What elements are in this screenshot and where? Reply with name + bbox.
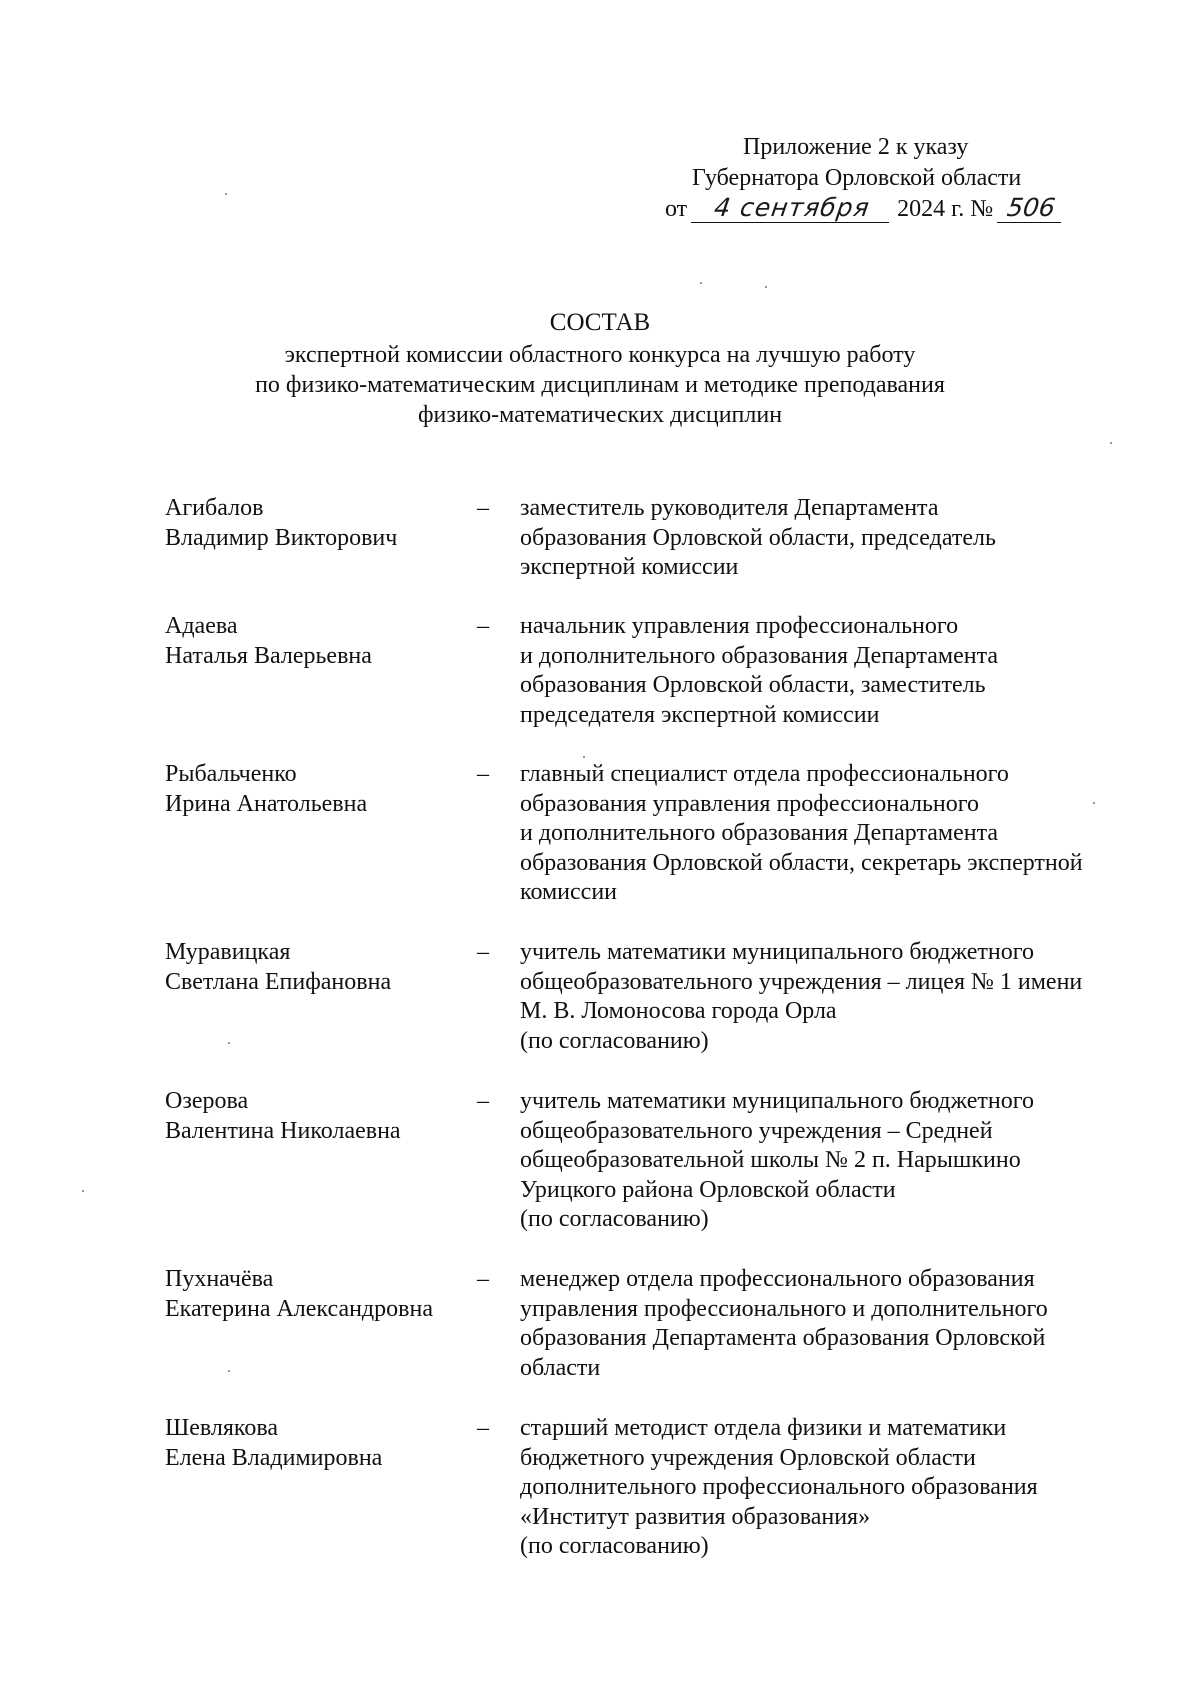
role-line: и дополнительного образования Департамента bbox=[520, 820, 999, 846]
scan-speck bbox=[228, 1370, 230, 1372]
appendix-line-2: Губернатора Орловской области bbox=[692, 165, 1022, 191]
appendix-block bbox=[640, 132, 1080, 225]
role-line: образования Орловской области, секретарь экспертной bbox=[520, 849, 1083, 876]
date-prefix: от bbox=[665, 196, 688, 222]
scan-speck bbox=[82, 1190, 84, 1192]
member-name bbox=[165, 1414, 465, 1473]
role-line: менеджер отдела профессионального образования bbox=[520, 1266, 1035, 1292]
member-given-names: Елена Владимировна bbox=[165, 1444, 383, 1471]
heading-line-2: по физико-математическим дисциплинам и методике преподавания bbox=[255, 372, 945, 398]
member-dash: – bbox=[477, 1088, 489, 1114]
member-role bbox=[520, 612, 1120, 730]
role-line: и дополнительного образования Департамента bbox=[520, 642, 999, 669]
role-line: заместитель руководителя Департамента bbox=[520, 495, 939, 521]
member-name bbox=[165, 938, 465, 997]
role-line: общеобразовательного учреждения – Средней bbox=[520, 1117, 993, 1144]
member-given-names: Наталья Валерьевна bbox=[165, 642, 372, 669]
role-line: управления профессионального и дополнительного bbox=[520, 1295, 1048, 1322]
scan-speck bbox=[765, 286, 767, 288]
role-line: Урицкого района Орловской области bbox=[520, 1176, 896, 1203]
role-line: М. В. Ломоносова города Орла bbox=[520, 998, 837, 1024]
member-role bbox=[520, 1265, 1120, 1383]
member-name bbox=[165, 1265, 465, 1324]
scan-speck bbox=[1093, 802, 1095, 804]
member-role bbox=[520, 1414, 1120, 1562]
role-line: начальник управления профессионального bbox=[520, 613, 959, 639]
role-line: дополнительного профессионального образования bbox=[520, 1474, 1038, 1500]
member-dash: – bbox=[477, 939, 489, 965]
role-line: учитель математики муниципального бюджетного bbox=[520, 939, 1034, 965]
role-line: общеобразовательной школы № 2 п. Нарышкино bbox=[520, 1147, 1021, 1173]
role-line: (по согласованию) bbox=[520, 1027, 709, 1054]
scan-speck bbox=[1110, 442, 1112, 444]
member-surname: Озерова bbox=[165, 1088, 249, 1114]
member-dash: – bbox=[477, 613, 489, 639]
member-name bbox=[165, 760, 465, 819]
role-line: образования Орловской области, заместитель bbox=[520, 672, 986, 698]
scan-speck bbox=[228, 1042, 230, 1044]
member-surname: Агибалов bbox=[165, 495, 264, 521]
member-role bbox=[520, 938, 1120, 1056]
handwritten-number: 506 bbox=[997, 194, 1065, 223]
member-role bbox=[520, 760, 1120, 908]
member-given-names: Светлана Епифановна bbox=[165, 968, 392, 995]
member-surname: Шевлякова bbox=[165, 1415, 279, 1441]
year-label: 2024 г. № bbox=[897, 196, 994, 222]
member-surname: Пухначёва bbox=[165, 1266, 274, 1292]
member-name bbox=[165, 1087, 465, 1146]
role-line: общеобразовательного учреждения – лицея № 1 имени bbox=[520, 968, 1083, 995]
member-dash: – bbox=[477, 495, 489, 521]
member-given-names: Ирина Анатольевна bbox=[165, 790, 368, 817]
member-dash: – bbox=[477, 761, 489, 787]
scan-speck bbox=[583, 756, 585, 758]
role-line: учитель математики муниципального бюджетного bbox=[520, 1088, 1034, 1114]
role-line: комиссии bbox=[520, 879, 618, 905]
member-name bbox=[165, 494, 465, 553]
handwritten-date: 4 сентября bbox=[691, 194, 893, 223]
member-dash: – bbox=[477, 1415, 489, 1441]
member-given-names: Екатерина Александровна bbox=[165, 1295, 433, 1322]
role-line: «Институт развития образования» bbox=[520, 1503, 871, 1530]
heading-line-1: экспертной комиссии областного конкурса на лучшую работу bbox=[284, 342, 916, 368]
role-line: (по согласованию) bbox=[520, 1206, 709, 1232]
member-given-names: Валентина Николаевна bbox=[165, 1117, 401, 1144]
member-surname: Муравицкая bbox=[165, 939, 291, 965]
member-role bbox=[520, 1087, 1120, 1235]
role-line: образования Орловской области, председатель bbox=[520, 524, 996, 551]
role-line: образования Департамента образования Орловской bbox=[520, 1325, 1046, 1351]
heading-title: СОСТАВ bbox=[549, 309, 651, 336]
member-given-names: Владимир Викторович bbox=[165, 524, 398, 551]
role-line: области bbox=[520, 1354, 601, 1381]
heading-line-3: физико-математических дисциплин bbox=[417, 402, 783, 428]
member-name bbox=[165, 612, 465, 671]
member-role bbox=[520, 494, 1120, 583]
member-surname: Адаева bbox=[165, 613, 238, 639]
role-line: (по согласованию) bbox=[520, 1533, 709, 1559]
role-line: главный специалист отдела профессионального bbox=[520, 761, 1009, 787]
scan-speck bbox=[700, 282, 702, 284]
member-surname: Рыбальченко bbox=[165, 761, 297, 787]
role-line: образования управления профессионального bbox=[520, 790, 979, 817]
appendix-date-line bbox=[640, 194, 1080, 225]
role-line: экспертной комиссии bbox=[520, 554, 739, 580]
role-line: председателя экспертной комиссии bbox=[520, 701, 880, 728]
appendix-line-1: Приложение 2 к указу bbox=[743, 134, 969, 160]
document-heading bbox=[200, 308, 1000, 430]
scan-speck bbox=[225, 193, 227, 195]
role-line: бюджетного учреждения Орловской области bbox=[520, 1444, 976, 1471]
member-dash: – bbox=[477, 1266, 489, 1292]
role-line: старший методист отдела физики и математики bbox=[520, 1415, 1007, 1441]
